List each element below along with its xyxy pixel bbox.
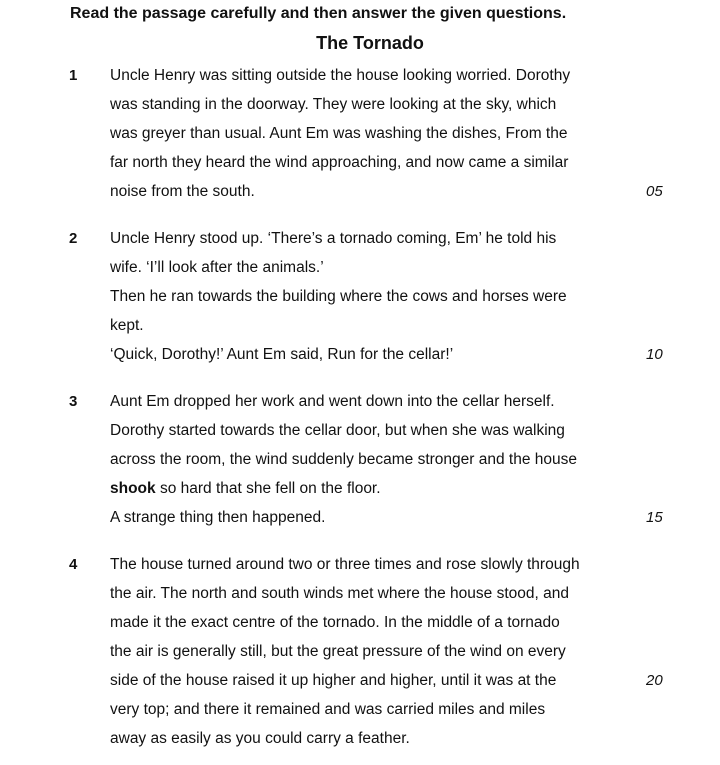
line-number: 05 xyxy=(646,183,663,200)
text-line xyxy=(110,666,663,695)
line-text: Then he ran towards the building where the cows and horses were xyxy=(110,288,567,305)
line-text: wife. ‘I’ll look after the animals.’ xyxy=(110,259,324,276)
text-line xyxy=(110,445,650,474)
text-line xyxy=(110,148,650,177)
paragraph-number: 3 xyxy=(69,393,78,410)
bold-word: shook xyxy=(110,480,156,497)
line-text: the air is generally still, but the great pressure of the wind on every xyxy=(110,643,566,660)
text-line xyxy=(110,177,663,206)
passage-title: The Tornado xyxy=(316,33,424,53)
line-text: across the room, the wind suddenly became stronger and the house xyxy=(110,451,577,468)
text-line xyxy=(110,311,650,340)
line-text: very top; and there it remained and was carried miles and miles xyxy=(110,701,546,718)
line-text: The house turned around two or three times and rose slowly through xyxy=(110,556,580,573)
text-line xyxy=(110,61,650,90)
text-line xyxy=(110,474,650,503)
line-number: 10 xyxy=(646,346,663,363)
text-line xyxy=(110,119,650,148)
text-line xyxy=(110,340,663,369)
line-text: was standing in the doorway. They were looking at the sky, which xyxy=(110,96,557,113)
line-text: Uncle Henry stood up. ‘There’s a tornado coming, Em’ he told his xyxy=(110,230,557,247)
line-text: made it the exact centre of the tornado. In the middle of a tornado xyxy=(110,614,560,631)
line-text: away as easily as you could carry a feather. xyxy=(110,730,410,747)
line-number: 20 xyxy=(646,672,663,689)
text-line xyxy=(110,637,650,666)
line-text: kept. xyxy=(110,317,144,334)
text-line xyxy=(110,253,650,282)
paragraph-lines xyxy=(110,224,663,369)
text-line xyxy=(110,282,650,311)
line-text: Uncle Henry was sitting outside the house looking worried. Dorothy xyxy=(110,67,571,84)
text-line xyxy=(110,387,650,416)
text-line xyxy=(110,579,650,608)
paragraph-number: 2 xyxy=(69,230,78,247)
line-text: the air. The north and south winds met where the house stood, and xyxy=(110,585,569,602)
line-text: ‘Quick, Dorothy!’ Aunt Em said, Run for the cellar!’ xyxy=(110,346,454,363)
text-line xyxy=(110,608,650,637)
line-text: side of the house raised it up higher and higher, until it was at the xyxy=(110,672,557,689)
paragraph-number: 4 xyxy=(69,556,78,573)
line-text: A strange thing then happened. xyxy=(110,509,326,526)
line-text: Aunt Em dropped her work and went down into the cellar herself. xyxy=(110,393,555,410)
text-line xyxy=(110,550,650,579)
line-text: far north they heard the wind approaching, and now came a similar xyxy=(110,154,569,171)
line-text-continued: so hard that she fell on the floor. xyxy=(155,480,381,497)
paragraph-lines xyxy=(110,61,663,206)
paragraph-lines xyxy=(110,387,663,532)
line-text: noise from the south. xyxy=(110,183,255,200)
instruction-text: Read the passage carefully and then answer the given questions. xyxy=(70,5,567,22)
text-line xyxy=(110,416,650,445)
text-line xyxy=(110,224,650,253)
line-text: was greyer than usual. Aunt Em was washing the dishes, From the xyxy=(110,125,568,142)
paragraph-number: 1 xyxy=(69,67,78,84)
paragraph-lines xyxy=(110,550,663,753)
line-number: 15 xyxy=(646,509,663,526)
text-line xyxy=(110,695,650,724)
text-line xyxy=(110,724,650,753)
text-line xyxy=(110,503,663,532)
line-text: Dorothy started towards the cellar door, but when she was walking xyxy=(110,422,565,439)
text-line xyxy=(110,90,650,119)
